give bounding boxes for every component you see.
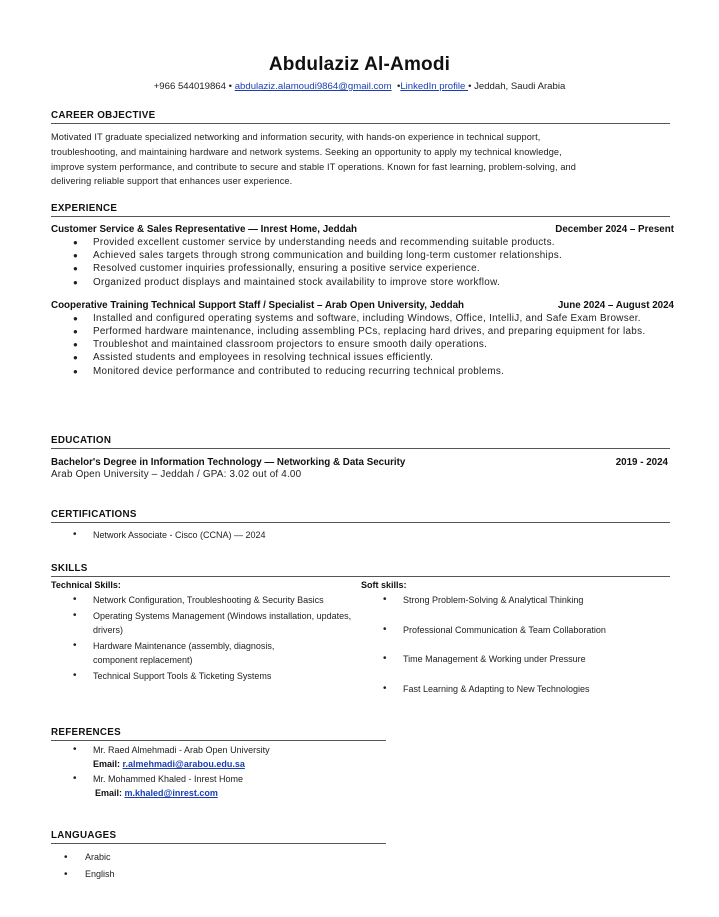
objective-paragraph <box>51 130 670 189</box>
section-title-certifications: CERTIFICATIONS <box>51 509 670 523</box>
email-label: Email: <box>93 759 121 769</box>
bullet-icon: • <box>64 852 68 863</box>
list-item: • Hardware Maintenance (assembly, diagnosis, component replacement) <box>93 639 318 668</box>
degree-name: Bachelor's Degree in Information Technology — Networking & Data Security <box>51 457 406 468</box>
list-item: • Network Associate - Cisco (CCNA) — 2024 <box>93 528 670 542</box>
certifications-section <box>51 509 670 542</box>
job-role: Cooperative Training Technical Support Staff / Specialist – Arab Open University, Jeddah <box>51 299 465 311</box>
section-title-education: EDUCATION <box>51 435 670 449</box>
degree-years: 2019 - 2024 <box>615 457 668 468</box>
section-title-skills: SKILLS <box>51 563 670 577</box>
language-item <box>51 869 670 879</box>
list-item: • Time Management & Working under Pressure <box>403 652 670 667</box>
references-section <box>51 727 670 801</box>
soft-skills-column <box>361 577 670 697</box>
technical-skills-list <box>51 593 361 683</box>
objective-line: troubleshooting, and maintaining hardware and network systems. Seeking an opportunity to apply my technical knowledge, <box>51 146 562 157</box>
list-item: ● Assisted students and employees in resolving technical issues efficiently. <box>93 351 678 364</box>
list-item: • Fast Learning & Adapting to New Technologies <box>403 682 670 697</box>
list-item: ● Provided excellent customer service by understanding needs and recommending suitable products. <box>93 236 670 249</box>
skills-section <box>51 563 670 697</box>
reference-name: Mr. Mohammed Khaled - Inrest Home <box>93 774 244 784</box>
technical-skills-column <box>51 577 361 697</box>
degree-header <box>51 457 670 468</box>
linkedin-link[interactable]: LinkedIn profile <box>400 81 469 92</box>
job-dates: June 2024 – August 2024 <box>557 299 674 311</box>
objective-line: improve system performance, and contribute to secure and stable IT operations. Known for fast learning, problem-solving, and <box>51 161 576 172</box>
reference-name: Mr. Raed Almehmadi - Arab Open University <box>93 745 270 755</box>
language-item <box>51 852 670 862</box>
technical-skills-label: Technical Skills: <box>51 580 121 590</box>
list-item: ● Resolved customer inquiries professionally, ensuring a positive service experience. <box>93 262 670 275</box>
reference-person <box>51 772 670 801</box>
email-link[interactable]: abdulaziz.alamoudi9864@gmail.com <box>234 81 392 92</box>
reference-email-line <box>93 786 670 801</box>
location: • Jeddah, Saudi Arabia <box>468 81 566 92</box>
bullet-icon: • <box>64 869 68 880</box>
reference-email-link[interactable]: r.almehmadi@arabou.edu.sa <box>122 759 245 769</box>
skills-grid <box>51 577 670 697</box>
section-title-experience: EXPERIENCE <box>51 203 670 217</box>
list-item: • Strong Problem-Solving & Analytical Thinking <box>403 593 670 608</box>
list-item: • Operating Systems Management (Windows installation, updates, drivers) <box>93 609 361 638</box>
job-header <box>51 224 674 235</box>
language-name: English <box>85 869 115 879</box>
objective-line: delivering reliable support that enhances user experience. <box>51 176 293 187</box>
experience-section <box>51 203 674 378</box>
objective-section <box>51 110 670 189</box>
contact-separator: • <box>396 81 401 92</box>
list-item: ● Achieved sales targets through strong communication and building long-term customer relationships. <box>93 249 670 262</box>
job-header <box>51 299 674 311</box>
phone-number: +966 544019864 • <box>153 81 233 92</box>
reference-email-line <box>93 757 670 772</box>
job-dates: December 2024 – Present <box>555 224 674 235</box>
list-item: ● Installed and configured operating systems and software, including Windows, Office, IntelliJ, and Safe Exam Browser. <box>93 312 678 325</box>
certifications-list <box>51 528 670 542</box>
bullet-icon: • <box>73 744 77 755</box>
education-section <box>51 435 670 480</box>
candidate-name: Abdulaziz Al-Amodi <box>268 54 451 75</box>
bullet-icon: • <box>73 773 77 784</box>
reference-email-link[interactable]: m.khaled@inrest.com <box>124 788 218 798</box>
contact-line <box>0 81 719 92</box>
list-item: • Network Configuration, Troubleshooting & Security Basics <box>93 593 343 608</box>
soft-skills-list <box>361 593 670 696</box>
list-item: ● Performed hardware maintenance, including assembling PCs, replacing hard drives, and preparing equipment for labs. <box>93 325 678 338</box>
job-bullets <box>51 236 670 289</box>
job-bullets <box>51 312 678 378</box>
list-item: ● Troubleshot and maintained classroom projectors to ensure smooth daily operations. <box>93 338 678 351</box>
section-title-languages: LANGUAGES <box>51 830 386 844</box>
list-item: • Professional Communication & Team Collaboration <box>403 623 670 638</box>
language-name: Arabic <box>85 852 111 862</box>
list-item: • Technical Support Tools & Ticketing Systems <box>93 669 343 684</box>
job-role: Customer Service & Sales Representative — Inrest Home, Jeddah <box>51 224 357 235</box>
objective-line: Motivated IT graduate specialized networking and information security, with hands-on experience in technical support, <box>51 132 541 142</box>
school-line: Arab Open University – Jeddah / GPA: 3.02 out of 4.00 <box>51 469 302 480</box>
list-item: ● Organized product displays and maintained stock availability to improve store workflow. <box>93 276 670 289</box>
email-label: Email: <box>95 788 123 798</box>
soft-skills-label: Soft skills: <box>361 580 407 590</box>
languages-section <box>51 830 670 879</box>
section-title-references: REFERENCES <box>51 727 386 741</box>
list-item: ● Monitored device performance and contributed to reducing recurring technical problems. <box>93 365 678 378</box>
section-title-objective: CAREER OBJECTIVE <box>51 110 670 124</box>
reference-person <box>51 743 670 772</box>
